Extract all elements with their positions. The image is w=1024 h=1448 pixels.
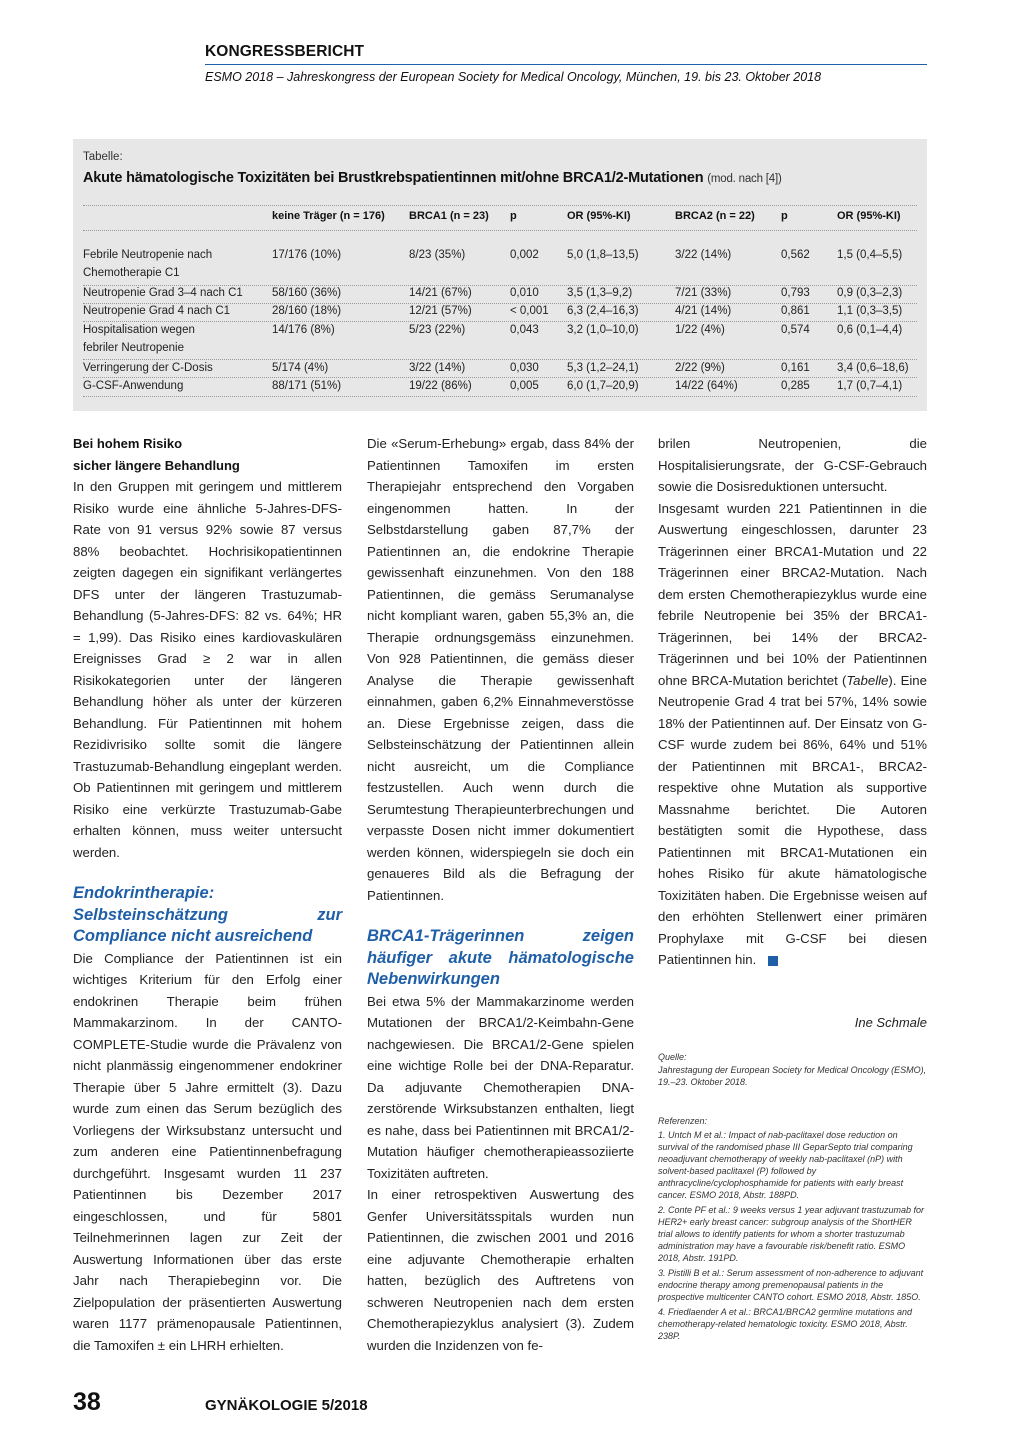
column-3: [658, 433, 927, 971]
section-title: KONGRESSBERICHT: [205, 43, 365, 60]
table-source: (mod. nach [4]): [707, 173, 782, 185]
table-cell: 0,861: [781, 305, 810, 317]
table-cell: 5,0 (1,8–13,5): [567, 249, 639, 261]
header-divider: [205, 64, 927, 65]
table-cell: 0,562: [781, 249, 810, 261]
paragraph: Die «Serum-Erhebung» ergab, dass 84% der Patientinnen Tamoxifen im ersten Therapiejahr entsprechend den Vorgaben eingenommen hatten. In der Selbstdarstellung gaben 87,7% der Patientinnen an, die endokrine Therapie gewissenhaft einzunehmen. Von den 188 Patientinnen, die gemäss Serumanalyse nicht kompliant waren, gaben 55,3% an, die Therapie ordnungsgemäss einzunehmen. Von 928 Patientinnen, die gemäss dieser Analyse die Therapie gewissenhaft einnahmen, gaben 6,2% Einnahmeverstösse an. Diese Ergebnisse zeigen, dass die Selbsteinschätzung der Patientinnen allein nicht ausreicht, um die Compliance festzustellen. Auch wenn durch die Serumtestung Therapieunterbrechungen und verpasste Dosen nicht immer dokumentiert werden können, widerspiegeln sie doch ein genaueres Bild als die Befragung der Patientinnen.: [367, 436, 634, 903]
table-cell: 0,161: [781, 362, 810, 374]
table-cell: 14/21 (67%): [409, 287, 472, 299]
table-header: BRCA1 (n = 23): [409, 210, 489, 222]
table-reference: Tabelle: [846, 672, 889, 688]
table-header: OR (95%-KI): [837, 210, 901, 222]
author: Ine Schmale: [854, 1015, 927, 1030]
subheading: sicher längere Behandlung: [73, 457, 240, 473]
table-cell: 8/23 (35%): [409, 249, 466, 261]
congress-subtitle: ESMO 2018 – Jahreskongress der European Society for Medical Oncology, München, 19. bis 23. Oktober 2018: [205, 70, 822, 84]
table-row-label: Verringerung der C-Dosis: [83, 362, 213, 374]
table-cell: 0,030: [510, 362, 539, 374]
paragraph: Insgesamt wurden 221 Patientinnen in die Auswertung eingeschlossen, darunter 23 Trägerinnen einer BRCA1-Mutation und 22 Trägerinnen einer BRCA2-Mutation. Nach dem ersten Chemotherapiezyklus wurde eine febrile Neutropenie bei 35% der BRCA1-Trägerinnen, bei 14% der BRCA2-Trägerinnen und bei 10% der Patientinnen ohne BRCA-Mutation berichtet (Tabelle). Eine Neutropenie Grad 4 trat bei 57%, 14% sowie 18% der Patientinnen auf. Der Einsatz von G-CSF wurde zudem bei 86%, 64% und 51% der Patientinnen mit BRCA1-, BRCA2- respektive ohne Mutation als supportive Massnahme berichtet. Die Autoren bestätigten somit die Hypothese, dass Patientinnen mit BRCA1-Mutationen ein hohes Risiko für akute hämatologische Toxizitäten haben. Die Ergebnisse weisen auf den erhöhten Stellenwert einer primären Prophylaxe mit G-CSF bei diesen Patientinnen hin.: [658, 500, 927, 967]
paragraph: brilen Neutropenien, die Hospitalisierungsrate, der G-CSF-Gebrauch sowie die Dosisreduktionen untersucht.: [658, 436, 927, 494]
table-cell: 28/160 (18%): [272, 305, 342, 317]
references: [658, 1115, 927, 1345]
table-cell: 14/176 (8%): [272, 324, 335, 336]
table-row-label: Hospitalisation wegen: [83, 324, 195, 336]
table-cell: 12/21 (57%): [409, 305, 472, 317]
table-cell: 0,043: [510, 324, 539, 336]
end-of-article-icon: [768, 956, 778, 966]
reference-item: 3. Pistilli B et al.: Serum assessment of non-adherence to adjuvant endocrine therapy among premenopausal patients in the prospective multicenter CANTO cohort. ESMO 2018, Abstr. 185O.: [658, 1268, 924, 1302]
table-cell: 14/22 (64%): [675, 380, 738, 392]
source-block: [658, 1051, 927, 1089]
table-header: p: [510, 210, 517, 222]
table-cell: 0,9 (0,3–2,3): [837, 287, 903, 299]
journal-footer: GYNÄKOLOGIE 5/2018: [205, 1397, 368, 1414]
table-cell: 1,7 (0,7–4,1): [837, 380, 903, 392]
reference-item: 1. Untch M et al.: Impact of nab-paclitaxel dose reduction on survival of the randomised phase III GeparSepto trial comparing neoadjuvant chemotherapy of weekly nab-paclitaxel (nP) with solvent-based paclitaxel (P) followed by anthracycline/cyclophosphamide for patients with early breast cancer. ESMO 2018, Abstr. 188PD.: [658, 1130, 913, 1200]
table-cell: 3/22 (14%): [409, 362, 466, 374]
table-cell: 0,002: [510, 249, 539, 261]
table-cell: 5,3 (1,2–24,1): [567, 362, 639, 374]
column-2: [367, 433, 634, 1356]
table-title: Akute hämatologische Toxizitäten bei Brustkrebspatientinnen mit/ohne BRCA1/2-Mutationen (mod. nach [4]): [83, 170, 782, 186]
table-cell: 5/23 (22%): [409, 324, 466, 336]
table-cell: 17/176 (10%): [272, 249, 342, 261]
table-cell: 0,793: [781, 287, 810, 299]
table-divider: [83, 205, 917, 206]
table-header: keine Träger (n = 176): [272, 210, 385, 222]
references-label: Referenzen:: [658, 1116, 708, 1126]
page-number: 38: [73, 1388, 101, 1416]
table-header: p: [781, 210, 788, 222]
table-cell: 4/21 (14%): [675, 305, 732, 317]
table-cell: 0,6 (0,1–4,4): [837, 324, 903, 336]
table-cell: 1,1 (0,3–3,5): [837, 305, 903, 317]
table-cell: 1,5 (0,4–5,5): [837, 249, 903, 261]
table-caption: Tabelle:: [83, 151, 123, 163]
table-cell: 5/174 (4%): [272, 362, 329, 374]
reference-item: 2. Conte PF et al.: 9 weeks versus 1 year adjuvant trastuzumab for HER2+ early breast cancer: subgroup analysis of the ShortHER trial allows to identify patients for whom a shorter trastuzumab administration may have a favourable risk/benefit ratio. ESMO 2018, Abstr. 191PD.: [658, 1205, 924, 1263]
table-cell: < 0,001: [510, 305, 549, 317]
subheading: Bei hohem Risiko: [73, 436, 183, 451]
table-cell: 0,005: [510, 380, 539, 392]
paragraph: Die Compliance der Patientinnen ist ein wichtiges Kriterium für den Erfolg einer endokrinen Therapie beim frühen Mammakarzinom. In der CANTO-COMPLETE-Studie wurde die Prävalenz von nicht planmässig eingenommener endokriner Therapie über 5 Jahre ermittelt (3). Dazu wurde zum einen das Serum bezüglich des Vorliegens der Wirksubstanz untersucht und zum anderen eine Patientinnenbefragung durchgeführt. Insgesamt wurden 11 237 Patientinnen bis Dezember 2017 eingeschlossen, und für 5801 Teilnehmerinnen lagen zur Zeit der Auswertung Informationen über das erste Jahr nach Therapiebeginn vor. Die Zielpopulation der präsentierten Auswertung waren 1177 prämenopausale Patientinnen, die Tamoxifen ± ein LHRH erhielten.: [73, 950, 342, 1353]
reference-item: 4. Friedlaender A et al.: BRCA1/BRCA2 germline mutations and chemotherapy-related hematologic toxicity. ESMO 2018, Abstr. 238P.: [658, 1307, 912, 1341]
table-cell: 1/22 (4%): [675, 324, 725, 336]
paragraph: In den Gruppen mit geringem und mittlerem Risiko wurde eine ähnliche 5-Jahres-DFS-Rate von 91 versus 92% sowie 87 versus 88% beobachtet. Hochrisikopatientinnen zeigten dagegen ein signifikant verlängertes DFS unter der längeren Trastuzumab-Behandlung (5-Jahres-DFS: 82 vs. 64%; HR = 1,99). Das Risiko eines kardiovaskulären Ereignisses Grad ≥ 2 war in allen Risikokategorien unter der längeren Behandlung höher als unter der kürzeren Behandlung. Für Patientinnen mit hohem Rezidivrisiko sollte somit die längere Trastuzumab-Behandlung eingeplant werden. Ob Patientinnen mit geringem und mittlerem Risiko eine verkürzte Trastuzumab-Gabe erhalten können, muss weiter untersucht werden.: [73, 479, 342, 860]
table-cell: 0,010: [510, 287, 539, 299]
table-row-label: Febrile Neutropenie nach: [83, 249, 213, 261]
table-cell: 3,2 (1,0–10,0): [567, 324, 639, 336]
table-cell: 0,574: [781, 324, 810, 336]
table-cell: 3,5 (1,3–9,2): [567, 287, 633, 299]
source-label: Quelle:: [658, 1052, 687, 1062]
table-cell: 58/160 (36%): [272, 287, 342, 299]
table-cell: 3,4 (0,6–18,6): [837, 362, 909, 374]
table-row-label: Chemotherapie C1: [83, 267, 180, 279]
table-cell: 88/171 (51%): [272, 380, 342, 392]
section-heading: BRCA1-Trägerinnen zeigen häufiger akute hämatologische Nebenwirkungen: [367, 927, 634, 988]
table-divider: [83, 230, 917, 231]
table-row-label: G-CSF-Anwendung: [83, 380, 184, 392]
table-cell: 0,285: [781, 380, 810, 392]
table-row-label: Neutropenie Grad 3–4 nach C1: [83, 287, 243, 299]
table-header: OR (95%-KI): [567, 210, 631, 222]
table-cell: 7/21 (33%): [675, 287, 732, 299]
table-cell: 3/22 (14%): [675, 249, 732, 261]
column-1: [73, 433, 342, 1356]
table-row-label: Neutropenie Grad 4 nach C1: [83, 305, 231, 317]
table-cell: 6,0 (1,7–20,9): [567, 380, 639, 392]
table-cell: 2/22 (9%): [675, 362, 725, 374]
table-cell: 6,3 (2,4–16,3): [567, 305, 639, 317]
table-cell: 19/22 (86%): [409, 380, 472, 392]
section-heading: Endokrintherapie: Selbsteinschätzung zur Compliance nicht ausreichend: [73, 884, 342, 945]
source-text: Jahrestagung der European Society for Medical Oncology (ESMO), 19.–23. Oktober 2018.: [658, 1064, 927, 1087]
paragraph: In einer retrospektiven Auswertung des Genfer Universitätsspitals wurden nun Patientinnen, die zwischen 2001 und 2016 eine adjuvante Chemotherapie erhalten hatten, bezüglich des Auftretens von schweren Neutropenien nach dem ersten Chemotherapiezyklus analysiert (3). Zudem wurden die Inzidenzen von fe-: [367, 1187, 634, 1353]
table-header: BRCA2 (n = 22): [675, 210, 755, 222]
table-row-label: febriler Neutropenie: [83, 342, 185, 354]
paragraph: Bei etwa 5% der Mammakarzinome werden Mutationen der BRCA1/2-Keimbahn-Gene nachgewiesen. Die BRCA1/2-Gene spielen eine wichtige Rolle bei der DNA-Reparatur. Da adjuvante Chemotherapien DNA-zerstörende Wirksubstanzen enthalten, liegt es nahe, dass bei Patientinnen mit BRCA1/2-Mutation häufiger chemotherapieassoziierte Toxizitäten auftreten.: [367, 993, 634, 1181]
table-divider: [83, 396, 917, 397]
toxicity-table: [73, 139, 927, 411]
